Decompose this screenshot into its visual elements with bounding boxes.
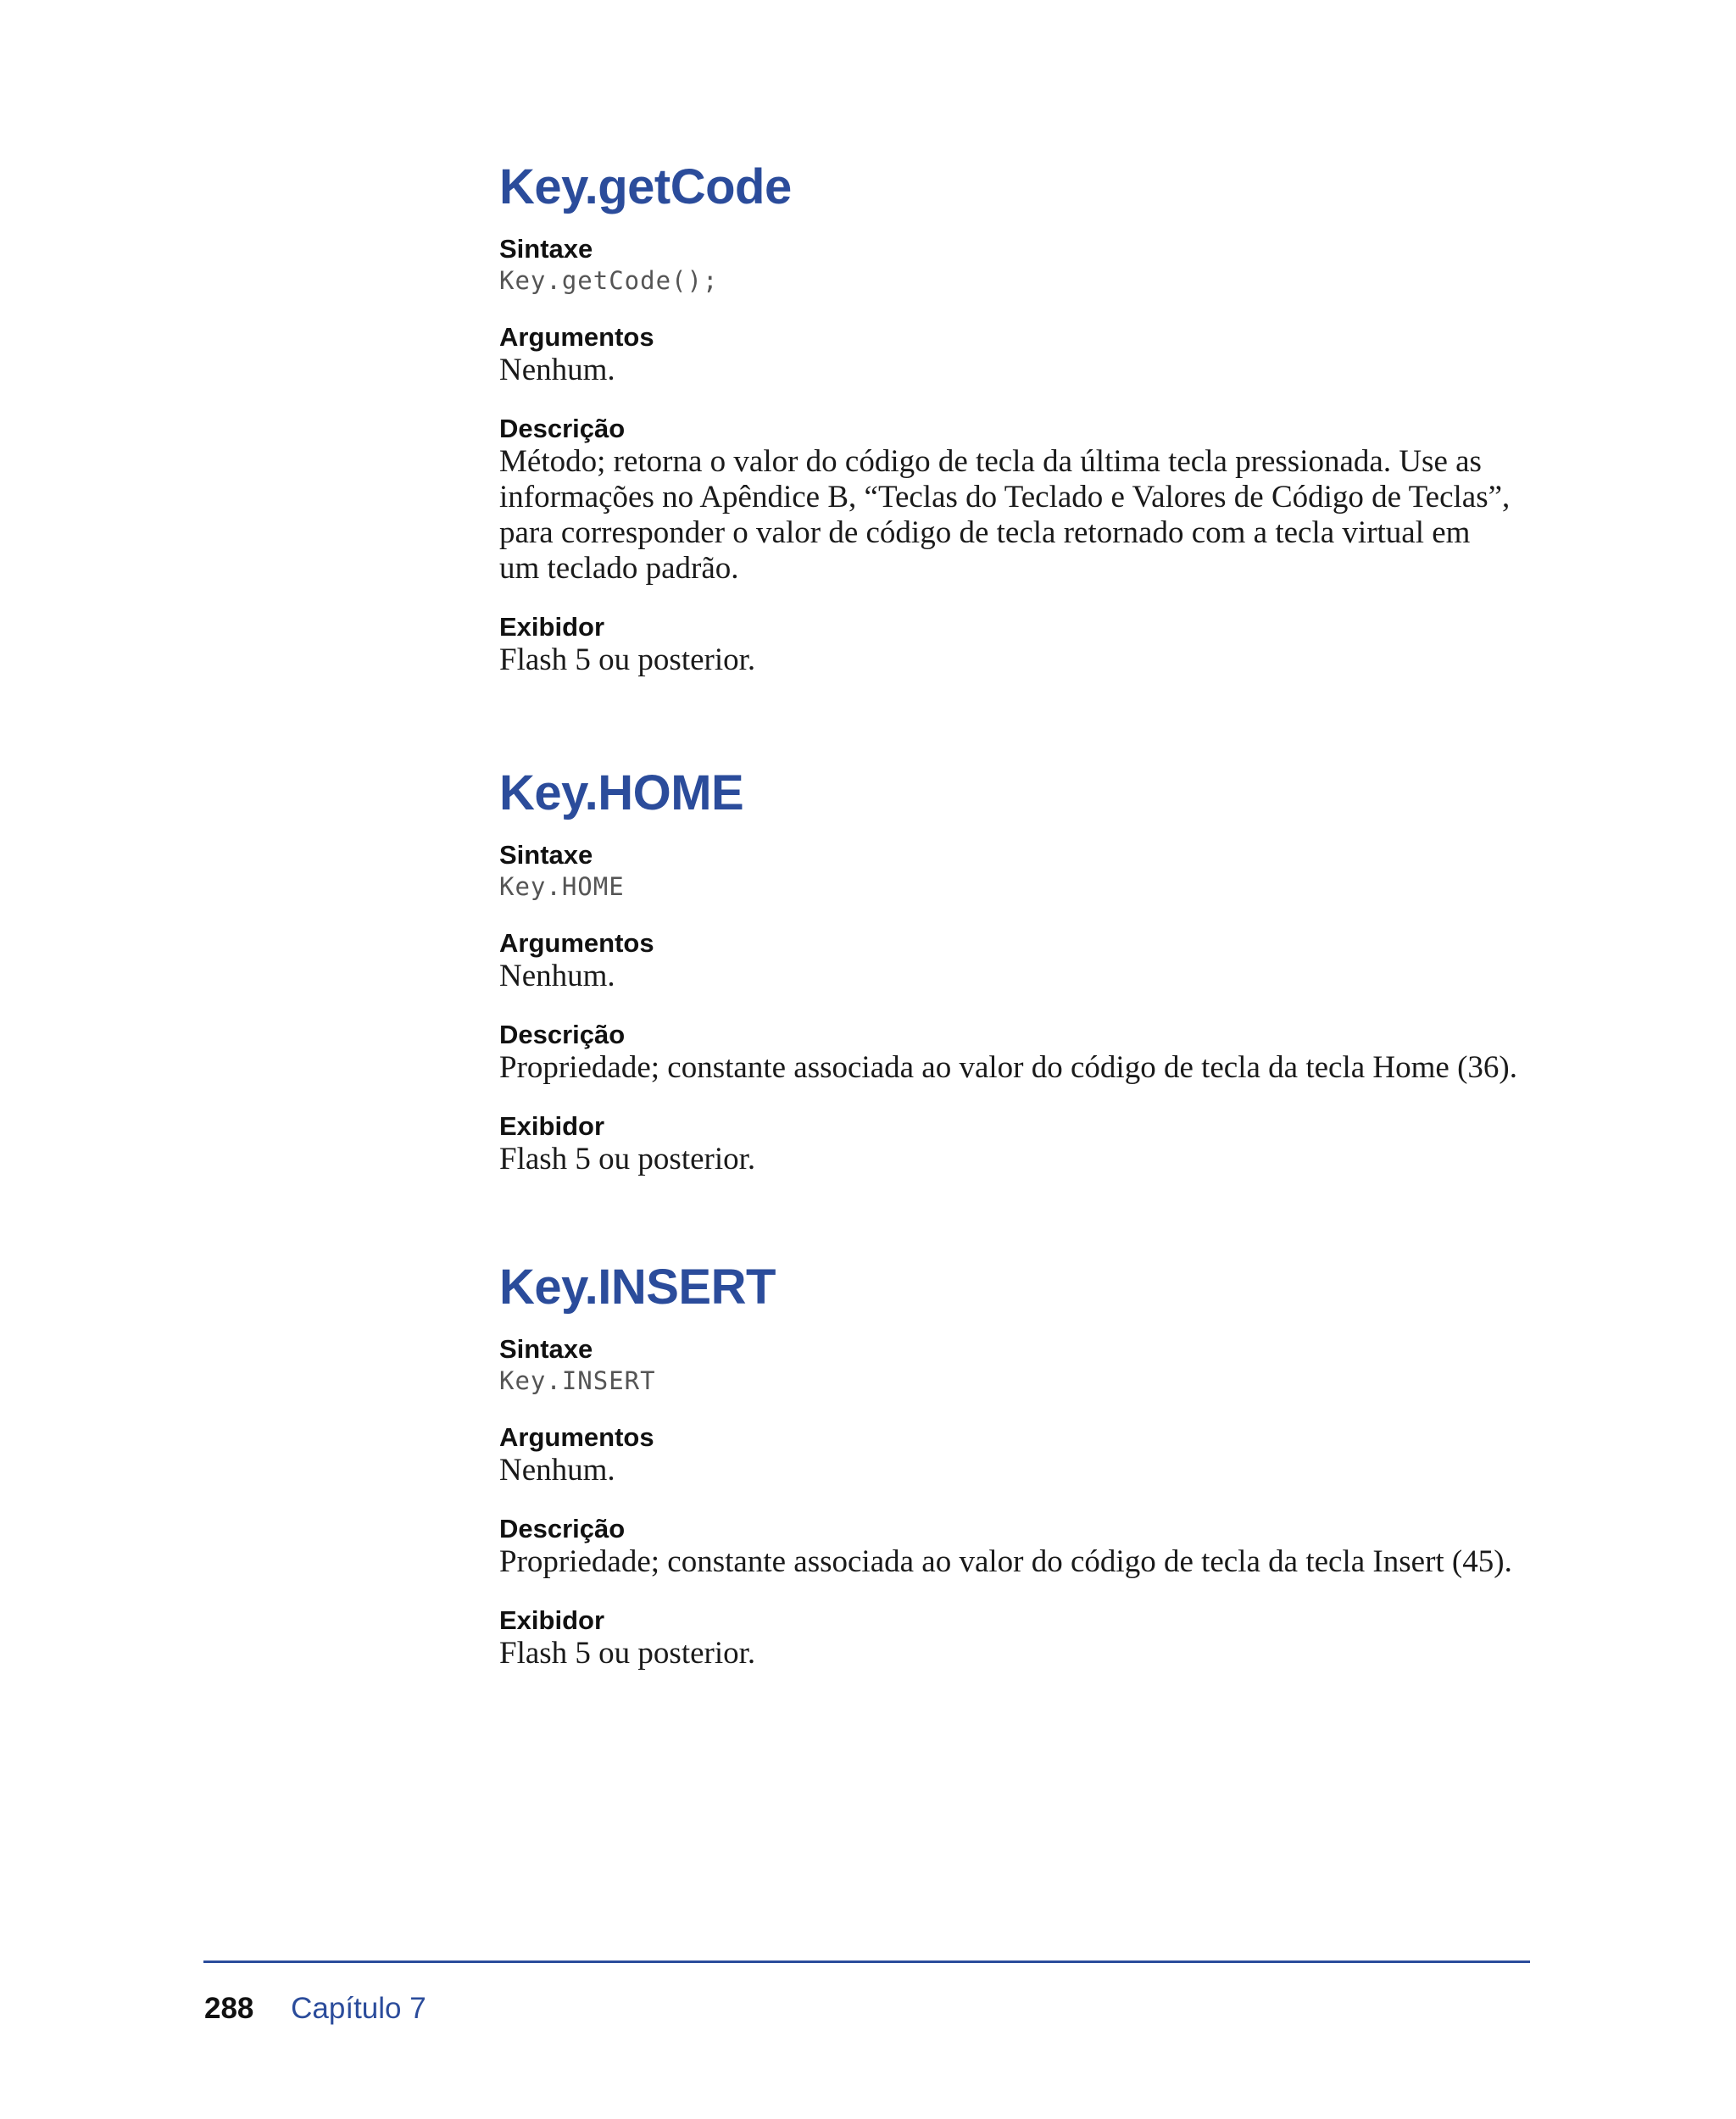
entry-key-getcode	[499, 159, 1559, 704]
player-text: Flash 5 ou posterior.	[499, 1636, 756, 1671]
player-label: Exibidor	[499, 1605, 605, 1635]
description-label: Descrição	[499, 414, 626, 443]
syntax-code: Key.HOME	[499, 872, 625, 901]
page-footer	[204, 1990, 426, 2027]
arguments-label: Argumentos	[499, 322, 654, 352]
player-field	[499, 1111, 1559, 1177]
syntax-field	[499, 1334, 1559, 1397]
player-field	[499, 1605, 1559, 1671]
syntax-label: Sintaxe	[499, 1334, 593, 1364]
syntax-code: Key.getCode();	[499, 266, 719, 295]
syntax-code: Key.INSERT	[499, 1366, 656, 1395]
description-label: Descrição	[499, 1020, 626, 1049]
entry-title: Key.INSERT	[499, 1260, 776, 1315]
entry-key-insert	[499, 1260, 1559, 1697]
player-text: Flash 5 ou posterior.	[499, 1142, 756, 1176]
syntax-field	[499, 840, 1559, 903]
description-label: Descrição	[499, 1514, 626, 1543]
syntax-label: Sintaxe	[499, 840, 593, 870]
player-label: Exibidor	[499, 612, 605, 642]
arguments-field	[499, 1422, 1559, 1488]
description-line: um teclado padrão.	[499, 551, 739, 586]
syntax-field	[499, 234, 1559, 297]
chapter-label: Capítulo 7	[291, 1992, 426, 2025]
player-field	[499, 612, 1559, 678]
description-line: Propriedade; constante associada ao valor do código de tecla da tecla Insert (45).	[499, 1544, 1512, 1579]
description-field	[499, 1020, 1559, 1086]
description-field	[499, 414, 1559, 587]
entry-title: Key.HOME	[499, 765, 744, 820]
description-line: para corresponder o valor de código de tecla retornado com a tecla virtual em	[499, 515, 1471, 550]
arguments-text: Nenhum.	[499, 1453, 615, 1488]
description-field	[499, 1514, 1559, 1580]
player-text: Flash 5 ou posterior.	[499, 642, 756, 677]
arguments-label: Argumentos	[499, 928, 654, 958]
footer-rule	[203, 1960, 1530, 1963]
description-line: informações no Apêndice B, “Teclas do Teclado e Valores de Código de Teclas”,	[499, 480, 1511, 514]
arguments-label: Argumentos	[499, 1422, 654, 1452]
description-line: Propriedade; constante associada ao valor do código de tecla da tecla Home (36).	[499, 1050, 1518, 1085]
page-number: 288	[204, 1992, 254, 2025]
entry-key-home	[499, 765, 1559, 1203]
entry-title: Key.getCode	[499, 159, 792, 214]
arguments-text: Nenhum.	[499, 353, 615, 387]
description-line: Método; retorna o valor do código de tecla da última tecla pressionada. Use as	[499, 444, 1482, 479]
syntax-label: Sintaxe	[499, 234, 593, 264]
arguments-field	[499, 928, 1559, 994]
arguments-field	[499, 322, 1559, 388]
player-label: Exibidor	[499, 1111, 605, 1141]
arguments-text: Nenhum.	[499, 959, 615, 993]
